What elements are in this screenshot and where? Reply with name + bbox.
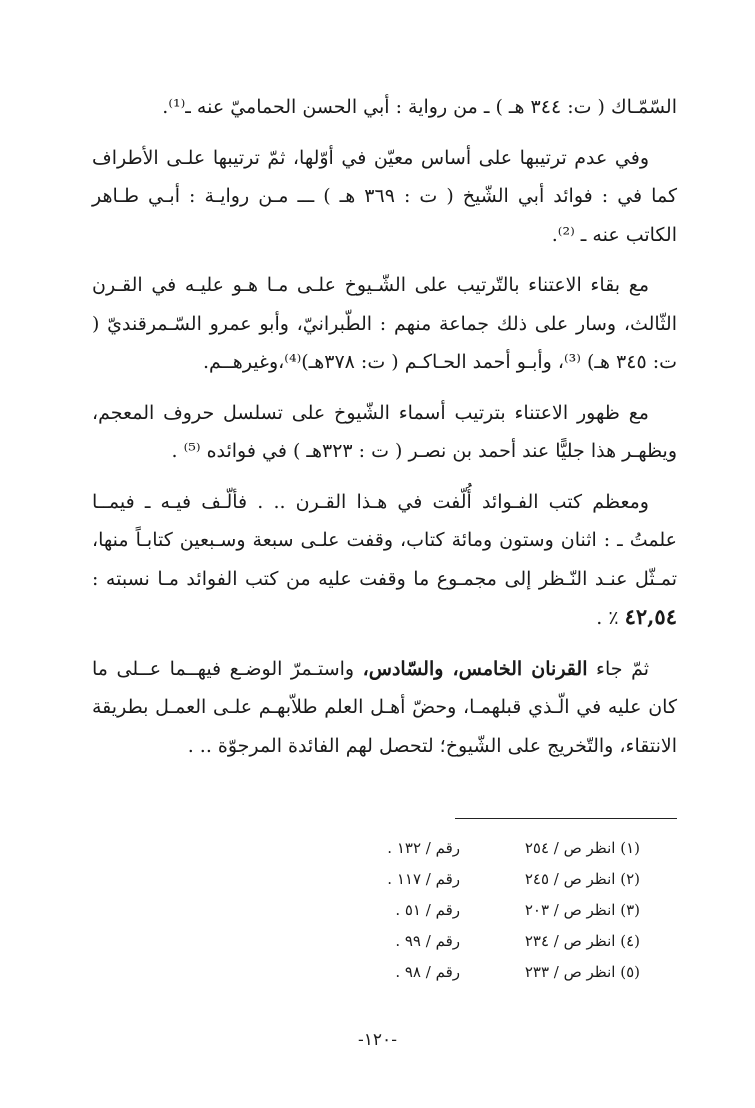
paragraph-5-text: ومعظم كتب الفـوائد أُلّفت في هـذا القـرن .. . فألّـف فيـه ـ فيمــا علمتُ ـ : اثنان وستون ومائة كتاب، وقفت علـى سبعة وسـبعين كتابـاً منها، تمـثّل عنـد النّـظر إلى مجمـوع ما وقفت عليه من كتب الفوائد مـا نسبته :: [92, 490, 678, 590]
footnote-divider: [455, 818, 677, 819]
footnote-4: [320, 925, 640, 956]
paragraph-6-text: واستـمرّ الوضـع فيهــما عــلى ما كان عليه في الّـذي قبلهمـا، وحضّ أهـل العلم طلاّبهـم علـى العمـل بطريقة الانتقاء، والتّخريج على الشّيوخ؛ لتحصل لهم الفائدة المرجوّة .. .: [92, 657, 677, 757]
footnote-number: رقم / ١٣٢ .: [387, 838, 460, 857]
footnotes: [320, 832, 640, 987]
paragraph-3: مع بقاء الاعتناء بالتّرتيب على الشّـيوخ علـى مـا هـو عليـه في القـرن الثّالث، وسار على ذلك جماعة منهم : الطّبرانيّ، وأبو عمرو السّـمرقنديّ ( ت: ٣٤٥ هـ) ⁽³⁾، وأبـو أحمد الحـاكـم ( ت: ٣٧٨هـ)⁽⁴⁾،وغيرهــم.: [92, 274, 677, 373]
paragraph-6-start: ثمّ جاء: [587, 657, 649, 680]
paragraph-6: [92, 650, 677, 766]
page-number: -١٢٠-: [358, 1030, 397, 1050]
footnote-ref: (٣) انظر ص / ٢٠٣: [524, 900, 640, 919]
footnote-1: [320, 832, 640, 863]
footnote-number: رقم / ٩٨ .: [395, 962, 460, 981]
footnote-ref: (٢) انظر ص / ٢٤٥: [524, 869, 640, 888]
footnote-3: [320, 894, 640, 925]
paragraph-5: [92, 483, 677, 638]
centuries-highlight: القرنان الخامس، والسّادس،: [362, 657, 588, 680]
paragraph-5-end: ٪ .: [596, 607, 625, 629]
footnote-2: [320, 863, 640, 894]
footnote-5: [320, 956, 640, 987]
footnote-number: رقم / ١١٧ .: [387, 869, 460, 888]
footnote-ref: (٤) انظر ص / ٢٣٤: [524, 931, 640, 950]
paragraph-1: السّمّـاك ( ت: ٣٤٤ هـ ) ـ من رواية : أبي الحسن الحماميّ عنه ـ⁽¹⁾.: [162, 96, 677, 118]
percentage-value: ٤٢,٥٤: [624, 604, 677, 629]
footnote-ref: (١) انظر ص / ٢٥٤: [524, 838, 640, 857]
footnote-number: رقم / ٥١ .: [395, 900, 460, 919]
paragraph-4: مع ظهور الاعتناء بترتيب أسماء الشّيوخ على تسلسل حروف المعجم، ويظهـر هذا جليًّا عند أحمد بن نصـر ( ت : ٣٢٣هـ ) في فوائده ⁽⁵⁾ .: [92, 401, 677, 462]
footnote-number: رقم / ٩٩ .: [395, 931, 460, 950]
paragraph-2: وفي عدم ترتيبها على أساس معيّن في أوّلها، ثمّ ترتيبها علـى الأطراف كما في : فوائد أبي الشّيخ ( ت : ٣٦٩ هـ ) ـــ مـن روايـة : أبـي طـاهر الكاتب عنه ـ ⁽²⁾.: [92, 146, 677, 246]
footnote-ref: (٥) انظر ص / ٢٣٣: [524, 962, 640, 981]
main-text: [92, 88, 677, 777]
